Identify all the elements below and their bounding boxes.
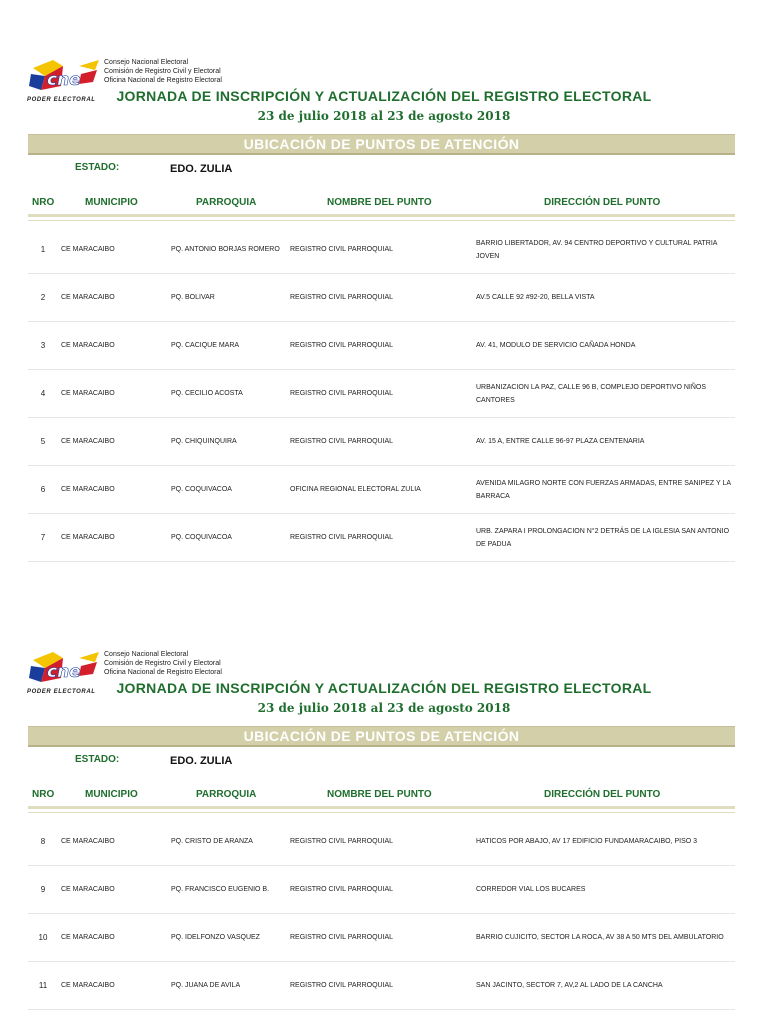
row-parroquia: PQ. CECILIO ACOSTA: [171, 390, 243, 397]
row-number: 1: [40, 245, 46, 254]
row-nombre-punto: REGISTRO CIVIL PARROQUIAL: [290, 838, 394, 845]
svg-text:cne: cne: [47, 70, 81, 90]
row-parroquia: PQ. CRISTO DE ARANZA: [171, 838, 253, 845]
row-number: 10: [38, 933, 48, 942]
row-parroquia: PQ. ANTONIO BORJAS ROMERO: [171, 246, 280, 253]
row-municipio: CE MARACAIBO: [61, 982, 115, 989]
main-title: JORNADA DE INSCRIPCIÓN Y ACTUALIZACIÓN DEL REGISTRO ELECTORAL: [116, 680, 652, 696]
table-row: [28, 322, 735, 370]
row-number: 7: [40, 533, 46, 542]
column-header-nro: NRO: [32, 789, 55, 800]
row-number: 2: [40, 293, 46, 302]
row-nombre-punto: REGISTRO CIVIL PARROQUIAL: [290, 294, 394, 301]
row-direccion: URBANIZACION LA PAZ, CALLE 96 B, COMPLEJO DEPORTIVO NIÑOS CANTORES: [476, 383, 707, 404]
row-nombre-punto: REGISTRO CIVIL PARROQUIAL: [290, 934, 394, 941]
table-row: [28, 226, 735, 274]
row-parroquia: PQ. COQUIVACOA: [171, 534, 232, 541]
row-nombre-punto: OFICINA REGIONAL ELECTORAL ZULIA: [290, 486, 421, 493]
logo-caption: PODER ELECTORAL: [27, 689, 96, 695]
row-number: 3: [40, 341, 46, 350]
row-nombre-punto: REGISTRO CIVIL PARROQUIAL: [290, 390, 394, 397]
row-direccion: HATICOS POR ABAJO, AV 17 EDIFICIO FUNDAMARACAIBO, PISO 3: [476, 838, 698, 845]
org-line: Oficina Nacional de Registro Electoral: [104, 669, 222, 676]
row-municipio: CE MARACAIBO: [61, 246, 115, 253]
row-parroquia: PQ. IDELFONZO VASQUEZ: [171, 934, 260, 941]
svg-text:cne: cne: [47, 662, 81, 682]
header-rule: [28, 220, 735, 221]
table-body: [28, 818, 735, 1010]
logo-caption: PODER ELECTORAL: [27, 97, 96, 103]
estado-label: ESTADO:: [75, 754, 120, 765]
org-line: Comisión de Registro Civil y Electoral: [104, 660, 221, 667]
org-line: Oficina Nacional de Registro Electoral: [104, 77, 222, 84]
section-band: UBICACIÓN DE PUNTOS DE ATENCIÓN: [28, 726, 735, 747]
document-page-2: [0, 592, 768, 1024]
row-municipio: CE MARACAIBO: [61, 294, 115, 301]
row-municipio: CE MARACAIBO: [61, 438, 115, 445]
column-header-nombre: NOMBRE DEL PUNTO: [327, 789, 432, 800]
column-header-parroquia: PARROQUIA: [196, 197, 257, 208]
row-municipio: CE MARACAIBO: [61, 486, 115, 493]
row-nombre-punto: REGISTRO CIVIL PARROQUIAL: [290, 246, 394, 253]
table-row: [28, 370, 735, 418]
row-parroquia: PQ. CHIQUINQUIRA: [171, 438, 237, 445]
table-row: [28, 274, 735, 322]
row-nombre-punto: REGISTRO CIVIL PARROQUIAL: [290, 982, 394, 989]
row-municipio: CE MARACAIBO: [61, 886, 115, 893]
table-body: [28, 226, 735, 562]
row-parroquia: PQ. COQUIVACOA: [171, 486, 232, 493]
row-direccion: AV. 41, MODULO DE SERVICIO CAÑADA HONDA: [476, 342, 636, 349]
org-lines: [104, 650, 222, 677]
column-header-municipio: MUNICIPIO: [85, 197, 138, 208]
column-header-direccion: DIRECCIÓN DEL PUNTO: [544, 789, 661, 800]
header-rule: [28, 214, 735, 217]
row-parroquia: PQ. JUANA DE AVILA: [171, 982, 241, 989]
estado-value: EDO. ZULIA: [170, 755, 233, 767]
org-line: Consejo Nacional Electoral: [104, 59, 189, 66]
row-municipio: CE MARACAIBO: [61, 390, 115, 397]
row-direccion: AVENIDA MILAGRO NORTE CON FUERZAS ARMADAS, ENTRE SANIPEZ Y LA BARRACA: [476, 479, 731, 500]
column-header-direccion: DIRECCIÓN DEL PUNTO: [544, 197, 661, 208]
row-nombre-punto: REGISTRO CIVIL PARROQUIAL: [290, 534, 394, 541]
table-row: [28, 818, 735, 866]
date-range: 23 de julio 2018 al 23 de agosto 2018: [257, 109, 511, 123]
estado-value: EDO. ZULIA: [170, 163, 233, 175]
table-row: [28, 962, 735, 1010]
row-number: 11: [38, 981, 48, 990]
row-nombre-punto: REGISTRO CIVIL PARROQUIAL: [290, 342, 394, 349]
row-nombre-punto: REGISTRO CIVIL PARROQUIAL: [290, 438, 394, 445]
table-row: [28, 866, 735, 914]
column-header-nro: NRO: [32, 197, 55, 208]
table-row: [28, 466, 735, 514]
header-rule: [28, 812, 735, 813]
row-number: 6: [40, 485, 46, 494]
row-municipio: CE MARACAIBO: [61, 534, 115, 541]
row-direccion: BARRIO CUJICITO, SECTOR LA ROCA, AV 38 A 50 MTS DEL AMBULATORIO: [476, 934, 724, 941]
column-header-municipio: MUNICIPIO: [85, 789, 138, 800]
table-row: [28, 418, 735, 466]
row-direccion: AV.5 CALLE 92 #92-20, BELLA VISTA: [476, 294, 595, 301]
header-rule: [28, 806, 735, 809]
row-number: 9: [40, 885, 46, 894]
org-line: Consejo Nacional Electoral: [104, 651, 189, 658]
row-nombre-punto: REGISTRO CIVIL PARROQUIAL: [290, 886, 394, 893]
row-parroquia: PQ. CACIQUE MARA: [171, 342, 240, 349]
row-parroquia: PQ. BOLIVAR: [171, 294, 215, 301]
main-title: JORNADA DE INSCRIPCIÓN Y ACTUALIZACIÓN DEL REGISTRO ELECTORAL: [116, 88, 652, 104]
org-line: Comisión de Registro Civil y Electoral: [104, 68, 221, 75]
row-direccion: SAN JACINTO, SECTOR 7, AV,2 AL LADO DE LA CANCHA: [476, 982, 663, 989]
row-direccion: CORREDOR VIAL LOS BUCARES: [476, 886, 586, 893]
table-row: [28, 914, 735, 962]
row-direccion: AV. 15 A, ENTRE CALLE 96-97 PLAZA CENTENARIA: [476, 438, 645, 445]
row-municipio: CE MARACAIBO: [61, 342, 115, 349]
org-lines: [104, 58, 222, 85]
row-municipio: CE MARACAIBO: [61, 934, 115, 941]
row-number: 8: [40, 837, 46, 846]
column-header-nombre: NOMBRE DEL PUNTO: [327, 197, 432, 208]
row-municipio: CE MARACAIBO: [61, 838, 115, 845]
estado-label: ESTADO:: [75, 162, 120, 173]
column-header-parroquia: PARROQUIA: [196, 789, 257, 800]
row-direccion: URB. ZAPARA I PROLONGACION N°2 DETRÁS DE LA IGLESIA SAN ANTONIO DE PADUA: [476, 527, 730, 548]
row-number: 4: [40, 389, 46, 398]
date-range: 23 de julio 2018 al 23 de agosto 2018: [257, 701, 511, 715]
row-direccion: BARRIO LIBERTADOR, AV. 94 CENTRO DEPORTIVO Y CULTURAL PATRIA JOVEN: [476, 239, 718, 260]
row-parroquia: PQ. FRANCISCO EUGENIO B.: [171, 886, 270, 893]
table-row: [28, 514, 735, 562]
row-number: 5: [40, 437, 46, 446]
section-band: UBICACIÓN DE PUNTOS DE ATENCIÓN: [28, 134, 735, 155]
